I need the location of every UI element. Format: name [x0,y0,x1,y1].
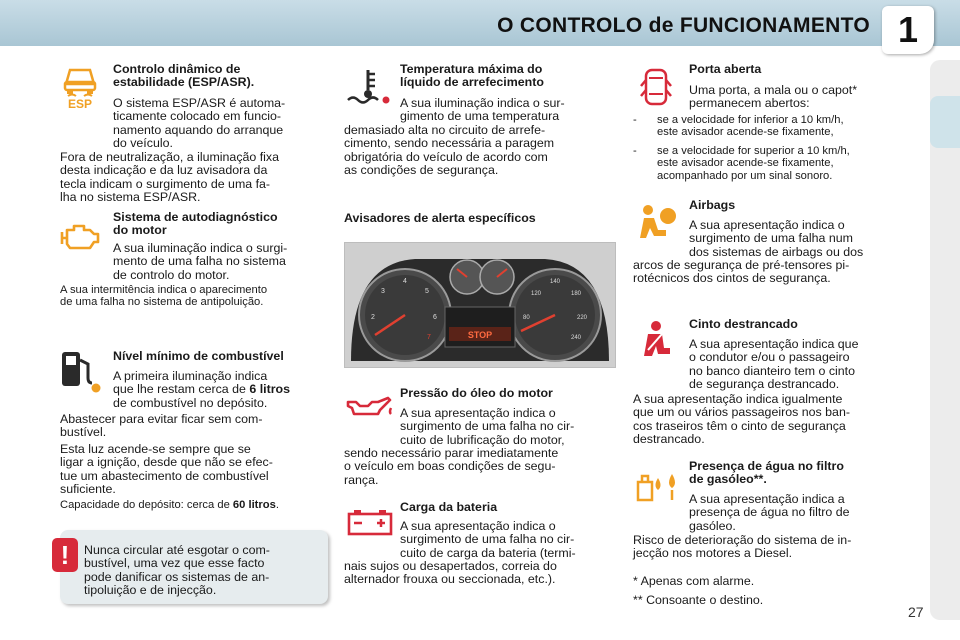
text-line: A sua apresentação indica a [689,492,845,506]
engine-paragraph-2 [60,284,325,309]
oil-title: Pressão do óleo do motor [400,386,553,400]
footnote-destination: ** Consoante o destino. [633,593,764,607]
text-line: A sua iluminação indica o surgi- [113,241,288,255]
fuel-capacity [60,499,325,511]
door-open-icon [640,64,672,110]
text-line: de combustível no depósito. [113,395,268,410]
coolant-paragraph-cont [344,124,615,178]
text-line: pode danificar os sistemas de an- [84,569,270,584]
cluster-tick-label: 4 [403,278,407,285]
battery-paragraph-cont [344,560,615,587]
text-line: A sua apresentação indica o [400,406,556,420]
text-line: A sua apresentação indica que [689,337,859,351]
engine-title-line: do motor [113,223,167,238]
text-line: cos traseiros têm o cinto de segurança [633,418,846,433]
esp-icon-label: ESP [67,97,93,110]
water-title-line: de gasóleo**. [689,472,767,487]
instrument-cluster-photo [344,242,616,368]
oil-paragraph [400,407,615,447]
belt-paragraph-cont [633,393,904,447]
esp-paragraph-2 [60,151,325,205]
text-line: rança. [344,472,379,487]
text-line: as condições de segurança. [344,163,499,178]
fuel-pump-icon [58,348,102,394]
text-line: de controlo do motor. [113,267,230,282]
text-line: Fora de neutralização, a iluminação fixa [60,150,280,164]
text-line: o veículo em boas condições de segu- [344,459,556,474]
text-line: cuito de lubrificação do motor, [400,432,565,447]
coolant-title-line: Temperatura máxima do [400,62,543,76]
fuel-title: Nível mínimo de combustível [113,349,284,363]
belt-title: Cinto destrancado [689,317,798,331]
text-line: se a velocidade for inferior a 10 km/h, [657,114,844,126]
fuel-paragraph-3 [60,443,325,497]
battery-icon [346,508,394,536]
cluster-tick-label: 3 [381,288,385,295]
coolant-title-line: líquido de arrefecimento [400,75,544,90]
fuel-paragraph [113,370,325,410]
door-paragraph [689,84,904,111]
text-line: A sua intermitência indica o aparecimento [60,284,268,296]
fuel-capacity-value: 60 litros [232,499,276,511]
fuel-litres-value: 6 litros [249,382,291,397]
engine-title-line: Sistema de autodiagnóstico [113,210,278,224]
text-line: este avisador acende-se fixamente, [657,157,834,170]
text-line: ticamente colocado em funcio- [113,109,282,124]
water-in-diesel-icon [636,468,682,504]
text-line: ligar a ignição, desde que não se efec- [60,455,273,470]
engine-paragraph [113,242,325,282]
fuel-paragraph-2 [60,413,325,440]
esp-title [113,63,328,90]
cluster-tick-label: 5 [425,288,429,295]
text-line: demasiado alta no circuito de arrefe- [344,123,546,137]
text-line: gasóleo. [689,518,736,533]
chapter-tab: 1 [882,6,934,54]
text-line: tecla indicam o surgimento de uma fa- [60,176,271,191]
door-title: Porta aberta [689,62,762,76]
warning-note-text [84,544,322,598]
water-paragraph [689,493,904,533]
text-line: surgimento de uma falha num [689,231,853,246]
cluster-tick-label: 120 [531,291,542,297]
text-line: bustível, uma vez que esse facto [84,556,265,571]
text-line: de uma falha no sistema de antipoluição. [60,296,264,309]
text-run: . [275,499,279,511]
text-line: no banco dianteiro tem o cinto [689,363,856,378]
bullet-dash: - [633,114,637,126]
battery-paragraph [400,520,615,560]
text-line: Esta luz acende-se sempre que se [60,442,251,456]
bullet-dash: - [633,145,637,157]
belt-paragraph [689,338,904,392]
text-line: nais sujos ou desapertados, correia do [344,559,557,573]
text-line: A sua apresentação indica o [689,218,845,232]
cluster-tick-label: 140 [550,279,561,285]
oil-pressure-icon [346,394,394,420]
esp-title-line: estabilidade (ESP/ASR). [113,75,255,90]
footnote-alarm: * Apenas com alarme. [633,574,755,588]
text-line: arcos de segurança de pré-tensores pi- [633,258,850,272]
cluster-tick-label: 80 [523,315,530,321]
text-line: jecção nos motores a Diesel. [633,546,793,561]
text-line: sendo necessário parar imediatamente [344,446,559,460]
text-line: Abastecer para evitar ficar sem com- [60,412,263,426]
oil-paragraph-cont [344,447,615,487]
airbag-icon [636,202,678,242]
text-line: tipoluição e de injecção. [84,583,217,598]
text-line: suficiente. [60,482,116,497]
cluster-tick-label: 7 [427,334,431,341]
text-line: cuito de carga da bateria (termi- [400,545,576,560]
text-line: A sua apresentação indica igualmente [633,392,843,406]
section-title: Avisadores de alerta específicos [344,211,536,225]
engine-check-icon [58,222,104,252]
seatbelt-icon [640,320,674,360]
cluster-tick-label: 220 [577,315,588,321]
side-navigation-strip [930,60,960,620]
text-line: rotécnicos dos cintos de segurança. [633,271,831,286]
text-line: lha no sistema ESP/ASR. [60,190,201,205]
cluster-tick-label: 240 [571,335,582,341]
text-line: permanecem abertos: [689,96,810,111]
airbags-paragraph [689,219,904,259]
text-line: Nunca circular até esgotar o com- [84,543,270,557]
esp-warning-icon [62,64,98,110]
coolant-title [400,63,615,90]
side-strip-highlight [930,96,960,148]
text-line: A sua apresentação indica o [400,519,556,533]
exclamation-icon: ! [52,538,78,572]
text-line: surgimento de uma falha no cir- [400,419,575,434]
text-line: Risco de deterioração do sistema de in- [633,533,852,547]
text-line: mento de uma falha no sistema [113,254,286,269]
airbags-paragraph-cont [633,259,904,286]
engine-title [113,211,328,238]
text-line: tue um abastecimento de combustível [60,468,269,483]
coolant-temperature-icon [346,66,392,108]
esp-title-line: Controlo dinâmico de [113,62,241,76]
instrument-cluster-drawing [345,243,615,367]
water-title [689,460,904,487]
text-line: presença de água no filtro de [689,505,850,520]
text-line: surgimento de uma falha no cir- [400,532,575,547]
esp-paragraph [113,97,325,151]
text-line: cimento, sendo necessária a paragem [344,136,555,151]
text-run: que lhe restam cerca de [113,382,250,397]
text-line: acompanhado por um sinal sonoro. [657,169,833,182]
water-title-line: Presença de água no filtro [689,459,844,473]
text-line: destrancado. [633,432,705,447]
cluster-tick-label: 180 [571,291,582,297]
text-line: o condutor e/ou o passageiro [689,350,850,365]
text-line: que um ou vários passageiros nos ban- [633,405,850,420]
cluster-tick-label: 2 [371,314,375,321]
text-line: obrigatória do veículo de acordo com [344,149,548,164]
airbags-title: Airbags [689,198,736,212]
text-line: este avisador acende-se fixamente, [657,126,834,139]
text-line: bustível. [60,425,107,440]
text-line: se a velocidade for superior a 10 km/h, [657,145,850,157]
door-bullet-1 [633,114,904,139]
water-paragraph-cont [633,534,904,561]
text-line: de segurança destrancado. [689,377,840,392]
text-line: gimento de uma temperatura [400,109,560,124]
cluster-stop-text: STOP [467,330,493,340]
text-line: Uma porta, a mala ou o capot* [689,83,858,97]
text-line: A primeira iluminação indica [113,369,268,383]
door-bullet-2 [633,145,904,182]
coolant-paragraph [400,97,615,124]
text-line [113,383,325,396]
battery-title: Carga da bateria [400,500,498,514]
text-run: Capacidade do depósito: cerca de [60,499,233,511]
text-line: desta indicação e da luz avisadora da [60,163,268,178]
text-line: do veículo. [113,136,173,151]
page-number: 27 [908,604,924,620]
cluster-tick-label: 6 [433,314,437,321]
text-line: A sua iluminação indica o sur- [400,96,565,110]
text-line: O sistema ESP/ASR é automa- [113,96,286,110]
page-title: O CONTROLO de FUNCIONAMENTO [497,14,870,37]
text-line: namento aquando do arranque [113,122,284,137]
text-line: dos sistemas de airbags ou dos [689,244,864,259]
text-line: alternador frouxa ou seccionada, etc.). [344,572,556,587]
